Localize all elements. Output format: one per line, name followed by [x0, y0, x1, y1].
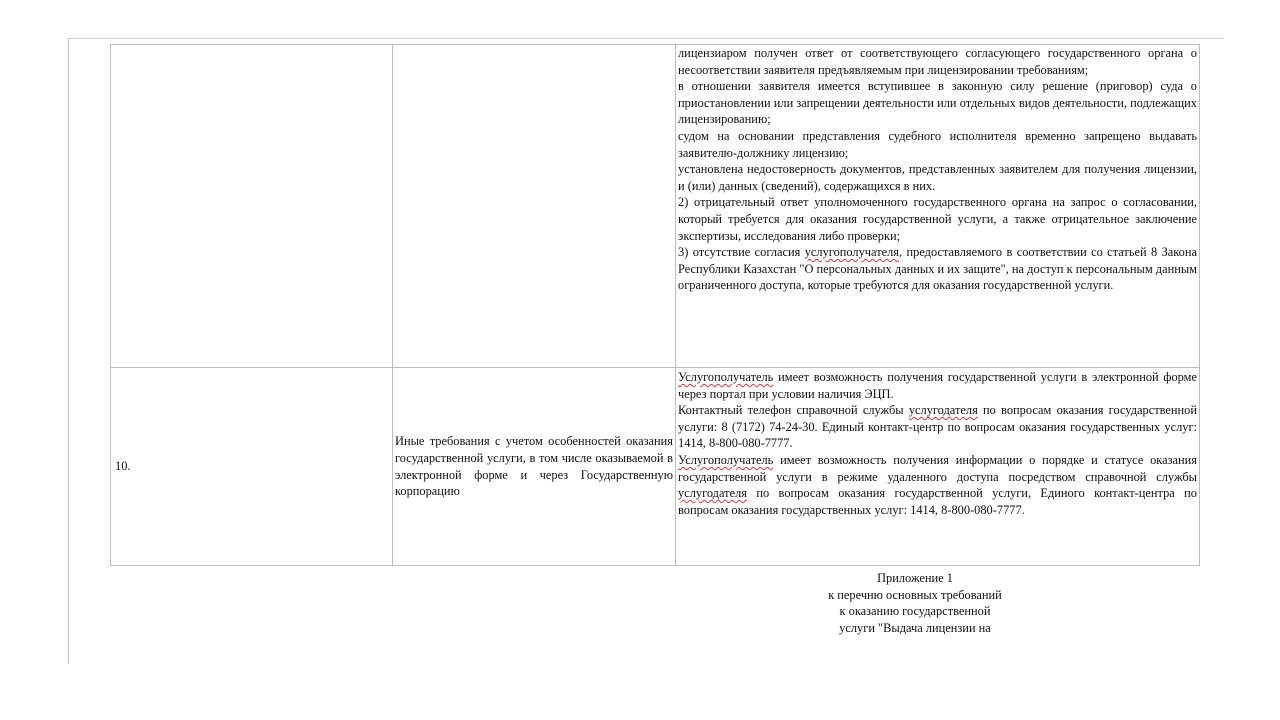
- number-cell-empty: [111, 45, 393, 368]
- paragraph: [678, 369, 1197, 402]
- requirement-text: Иные требования с учетом особенностей оказания государственной услуги, в том числе оказываемой в электронной форме и через Государственную корпорацию: [395, 434, 673, 499]
- requirement-cell-empty: [393, 45, 676, 368]
- paragraph: 2) отрицательный ответ уполномоченного государственного органа на запрос о согласовании, который требуется для оказания государственной услуги, а также отрицательное заключение экспертизы, исследования либо проверки;: [678, 195, 1197, 243]
- table-row: [111, 368, 1200, 566]
- appendix-line: Приложение 1: [877, 571, 953, 585]
- details-cell: [676, 368, 1200, 566]
- appendix-heading: [780, 570, 1050, 636]
- paragraph-text: 3) отсутствие согласия: [678, 245, 805, 260]
- requirements-table: [110, 44, 1200, 566]
- row-number: 10.: [111, 368, 393, 566]
- paragraph-text: по вопросам оказания государственной услуги, Единого контакт-центра по вопросам оказания государственных услуг: 1414, 8-800-080-7777.: [678, 486, 1197, 517]
- appendix-line: услуги "Выдача лицензии на: [839, 620, 991, 635]
- paragraph: лицензиаром получен ответ от соответствующего согласующего государственного органа о несоответствии заявителя предъявляемым при лицензировании требованиям;: [678, 46, 1197, 77]
- paragraph: [678, 402, 1197, 452]
- paragraph: судом на основании представления судебного исполнителя временно запрещено выдавать заявителю-должнику лицензию;: [678, 128, 1197, 160]
- requirement-cell: [393, 368, 676, 566]
- misspelled-word: услугодателя: [678, 486, 747, 501]
- page-top-edge: [68, 38, 1224, 39]
- misspelled-word: услугополучателя: [804, 245, 900, 260]
- paragraph-text: имеет возможность получения информации о порядке и статусе оказания государственной услуги в режиме удаленного доступа посредством справочной службы: [678, 452, 1197, 484]
- misspelled-word: Услугополучатель: [678, 452, 774, 467]
- paragraph: в отношении заявителя имеется вступившее в законную силу решение (приговор) суда о приостановлении или запрещении деятельности или отдельных видов деятельности, подлежащих лицензированию;: [678, 79, 1197, 127]
- paragraph: установлена недостоверность документов, представленных заявителем для получения лицензии, и (или) данных (сведений), содержащихся в них.: [678, 162, 1197, 193]
- details-cell: [676, 45, 1200, 368]
- appendix-line: к перечню основных требований: [828, 587, 1002, 602]
- misspelled-word: услугодателя: [908, 403, 978, 418]
- paragraph-text: имеет возможность получения государственной услуги в электронной форме через портал при условии наличия ЭЦП.: [678, 370, 1197, 401]
- table-row: [111, 45, 1200, 368]
- paragraph-text: по вопросам оказания государственной услуги: 8 (7172) 74-24-30. Единый контакт-центр по вопросам оказания государственных услуг: 1414, 8-800-080-7777.: [678, 403, 1197, 451]
- page-left-edge: [68, 38, 69, 664]
- misspelled-word: Услугополучатель: [678, 370, 774, 384]
- paragraph-text: , предоставляемого в соответствии со статьей 8 Закона Республики Казахстан "О персональных данных и их защите", на доступ к персональным данным ограниченного доступа, которые требуются для оказания государственной услуги.: [678, 245, 1197, 293]
- appendix-line: к оказанию государственной: [839, 604, 991, 619]
- paragraph-text: Контактный телефон справочной службы: [678, 403, 909, 418]
- paragraph: [678, 244, 1197, 294]
- paragraph: [678, 452, 1197, 518]
